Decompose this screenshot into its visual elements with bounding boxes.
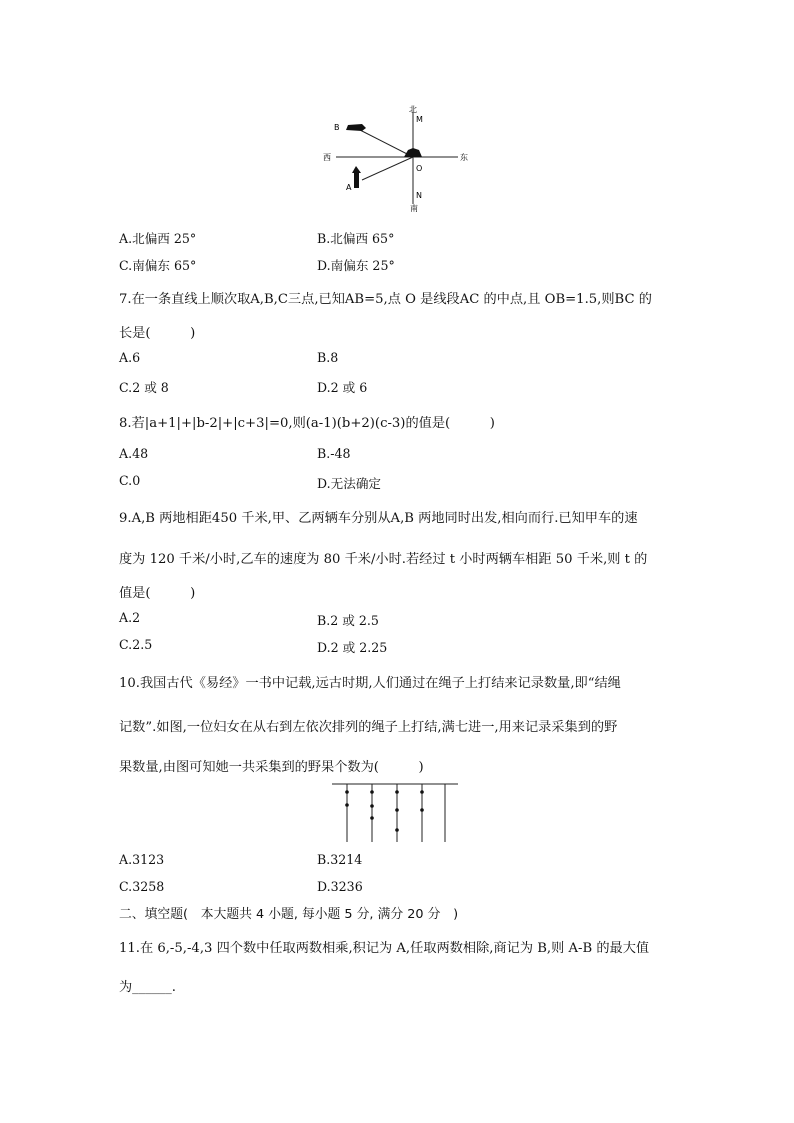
q9-stem-line2: 度为 120 千米/小时,乙车的速度为 80 千米/小时.若经过 t 小时两辆车相距 50 千米,则 t 的 xyxy=(119,552,648,567)
label-m: M xyxy=(416,115,423,124)
label-b: B xyxy=(334,123,340,132)
q8-option-a: A.48 xyxy=(119,446,149,461)
q7-option-b: B.8 xyxy=(317,350,339,365)
knotted-cord-figure xyxy=(330,780,460,846)
east-label: 东 xyxy=(460,153,468,162)
knot xyxy=(420,808,424,812)
q7-option-a: A.6 xyxy=(119,350,141,365)
q9-stem-line3: 值是( ) xyxy=(119,586,196,601)
q10-option-c: C.3258 xyxy=(119,879,165,894)
label-n: N xyxy=(416,191,422,200)
q6-option-a: A.北偏西 25° xyxy=(119,231,197,246)
q7-option-d: D.2 或 6 xyxy=(317,380,368,395)
knot xyxy=(370,804,374,808)
q7-option-c: C.2 或 8 xyxy=(119,380,169,395)
q9-option-d: D.2 或 2.25 xyxy=(317,640,388,655)
label-a: A xyxy=(346,183,352,192)
q7-stem-line1: 7.在一条直线上顺次取A,B,C三点,已知AB=5,点 O 是线段AC 的中点,且 OB=1.5,则BC 的 xyxy=(119,292,652,307)
tower-a-icon xyxy=(354,173,359,188)
q8-option-b: B.-48 xyxy=(317,446,351,461)
knot xyxy=(420,790,424,794)
ship-o-icon xyxy=(404,148,422,157)
q8-stem: 8.若|a+1|+|b-2|+|c+3|=0,则(a-1)(b+2)(c-3)的值是( ) xyxy=(119,416,495,431)
q10-stem-line1: 10.我国古代《易经》一书中记载,远古时期,人们通过在绳子上打结来记录数量,即“结绳 xyxy=(119,676,621,691)
q9-stem-line1: 9.A,B 两地相距450 千米,甲、乙两辆车分别从A,B 两地同时出发,相向而行.已知甲车的速 xyxy=(119,511,638,526)
q10-option-a: A.3123 xyxy=(119,852,165,867)
knot xyxy=(395,828,399,832)
knot xyxy=(345,790,349,794)
q10-stem-line2: 记数”.如图,一位妇女在从右到左依次排列的绳子上打结,满七进一,用来记录采集到的野 xyxy=(119,720,618,735)
section-2-title: 二、填空题( 本大题共 4 小题, 每小题 5 分, 满分 20 分 ) xyxy=(119,907,459,922)
south-label: 南 xyxy=(410,204,418,213)
west-label: 西 xyxy=(323,153,331,162)
q10-stem-line3: 果数量,由图可知她一共采集到的野果个数为( ) xyxy=(119,760,424,775)
knot xyxy=(395,790,399,794)
q8-option-d: D.无法确定 xyxy=(317,476,382,491)
q6-option-c: C.南偏东 65° xyxy=(119,258,197,273)
compass-figure xyxy=(318,100,478,215)
knot xyxy=(345,803,349,807)
ray-oa xyxy=(362,157,413,180)
label-o: O xyxy=(416,164,423,173)
ship-b-icon xyxy=(346,124,366,131)
ray-ob xyxy=(358,129,413,157)
knot xyxy=(370,816,374,820)
knot xyxy=(370,790,374,794)
north-label: 北 xyxy=(409,105,417,114)
q6-option-b: B.北偏西 65° xyxy=(317,231,395,246)
q7-stem-line2: 长是( ) xyxy=(119,326,196,341)
q10-option-d: D.3236 xyxy=(317,879,363,894)
q9-option-b: B.2 或 2.5 xyxy=(317,613,379,628)
q9-option-a: A.2 xyxy=(119,610,141,625)
q6-option-d: D.南偏东 25° xyxy=(317,258,395,273)
q10-option-b: B.3214 xyxy=(317,852,363,867)
q9-option-c: C.2.5 xyxy=(119,637,153,652)
knot xyxy=(395,808,399,812)
q11-stem-line2: 为______. xyxy=(119,980,176,995)
q11-stem-line1: 11.在 6,-5,-4,3 四个数中任取两数相乘,积记为 A,任取两数相除,商记为 B,则 A-B 的最大值 xyxy=(119,941,650,956)
q8-option-c: C.0 xyxy=(119,473,141,488)
